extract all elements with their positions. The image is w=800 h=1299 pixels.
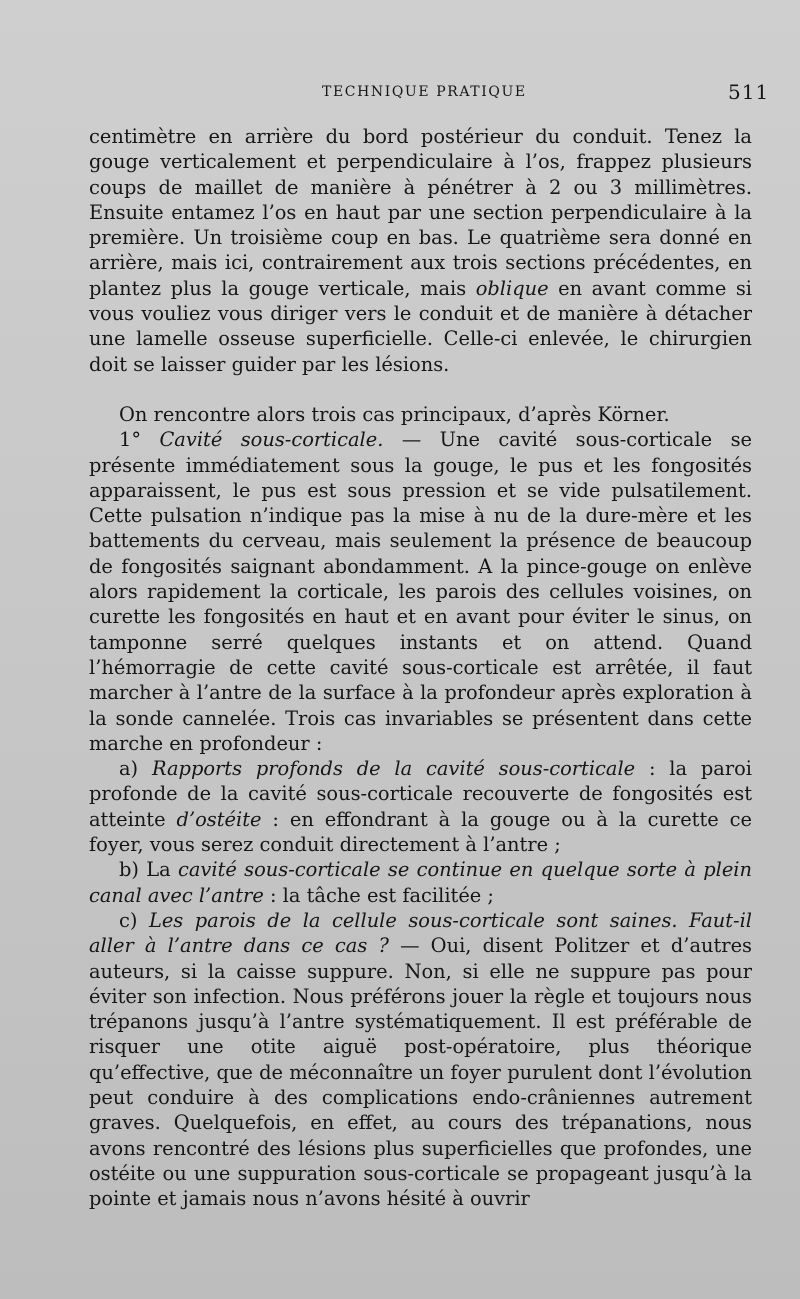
paragraph [89,857,752,908]
paragraph [89,756,752,857]
paragraph [89,124,752,377]
italic-run: Les parois de la cellule sous-corticale sont saines. Faut-il aller à l’antre dans ce cas ? [89,908,752,958]
text-run: a) [119,757,152,781]
text-run: 1° [119,428,160,452]
italic-run: Cavité sous-corticale. [159,428,384,452]
italic-run: oblique [475,276,549,300]
paragraph [89,427,752,756]
text-run: b) La [119,858,178,882]
text-run: c) [119,908,149,932]
italic-run: Rapports profonds de la cavité sous-corticale [151,757,636,781]
running-title: TECHNIQUE PRATIQUE [322,84,527,100]
text-run: en avant comme si vous vouliez vous diriger vers le conduit et de manière à détacher une lamelle osseuse superficielle. Celle-ci enlevée, le chirurgien doit se laisser guider par les lésions. [89,276,752,376]
text-run: : en effondrant à la gouge ou à la curette ce foyer, vous serez conduit directement à l’antre ; [89,807,753,857]
paragraph [89,908,752,1212]
text-run: centimètre en arrière du bord postérieur du conduit. Tenez la gouge verticalement et perpendiculaire à l’os, frappez plusieurs coups de maillet de manière à pénétrer à 2 ou 3 millimètres. Ensuite entamez l’os en haut par une section perpendiculaire à la première. Un troisième coup en bas. Le quatrième sera donné en arrière, mais ici, contrairement aux trois sections précédentes, en plantez plus la gouge verticale, mais [89,125,752,300]
text-run: : la tâche est facilitée ; [263,883,494,907]
page-header [0,80,800,104]
text-run: : la paroi profonde de la cavité sous-corticale recouverte de fongosités est atteinte [89,757,752,831]
text-run: — Oui, disent Politzer et d’autres auteurs, si la caisse suppure. Non, si elle ne suppure pas pour éviter son infection. Nous préférons jouer la règle et toujours nous trépanons jusqu’à l’antre systématiquement. Il est préférable de risquer une otite aiguë post-opératoire, plus théorique qu’effective, que de méconnaître un foyer purulent dont l’évolution peut conduire à des complications endo-crâniennes autrement graves. Quelquefois, en effet, au cours des trépanations, nous avons rencontré des lésions plus superficielles que profondes, une ostéite ou une suppuration sous-corticale se propageant jusqu’à la pointe et jamais nous n’avons hésité à ouvrir [89,934,753,1211]
italic-run: d’ostéite [176,807,262,831]
text-run: On rencontre alors trois cas principaux, d’après Körner. [119,402,670,426]
page-number: 511 [728,80,770,104]
paragraph [89,402,752,427]
text-run: — Une cavité sous-corticale se présente immédiatement sous la gouge, le pus et les fongosités apparaissent, le pus est sous pression et se vide pulsatilement. Cette pulsation n’indique pas la mise à nu de la dure-mère et les battements du cerveau, mais seulement la présence de beaucoup de fongosités saignant abondamment. A la pince-gouge on enlève alors rapidement la corticale, les parois des cellules voisines, on curette les fongosités en haut et en avant pour éviter le sinus, on tamponne serré quelques instants et on attend. Quand l’hémorragie de cette cavité sous-corticale est arrêtée, il faut marcher à l’antre de la surface à la profondeur après exploration à la sonde cannelée. Trois cas invariables se présentent dans cette marche en profondeur : [89,428,752,755]
text-body [89,124,752,1211]
italic-run: cavité sous-corticale se continue en quelque sorte à plein canal avec l’antre [89,858,752,907]
